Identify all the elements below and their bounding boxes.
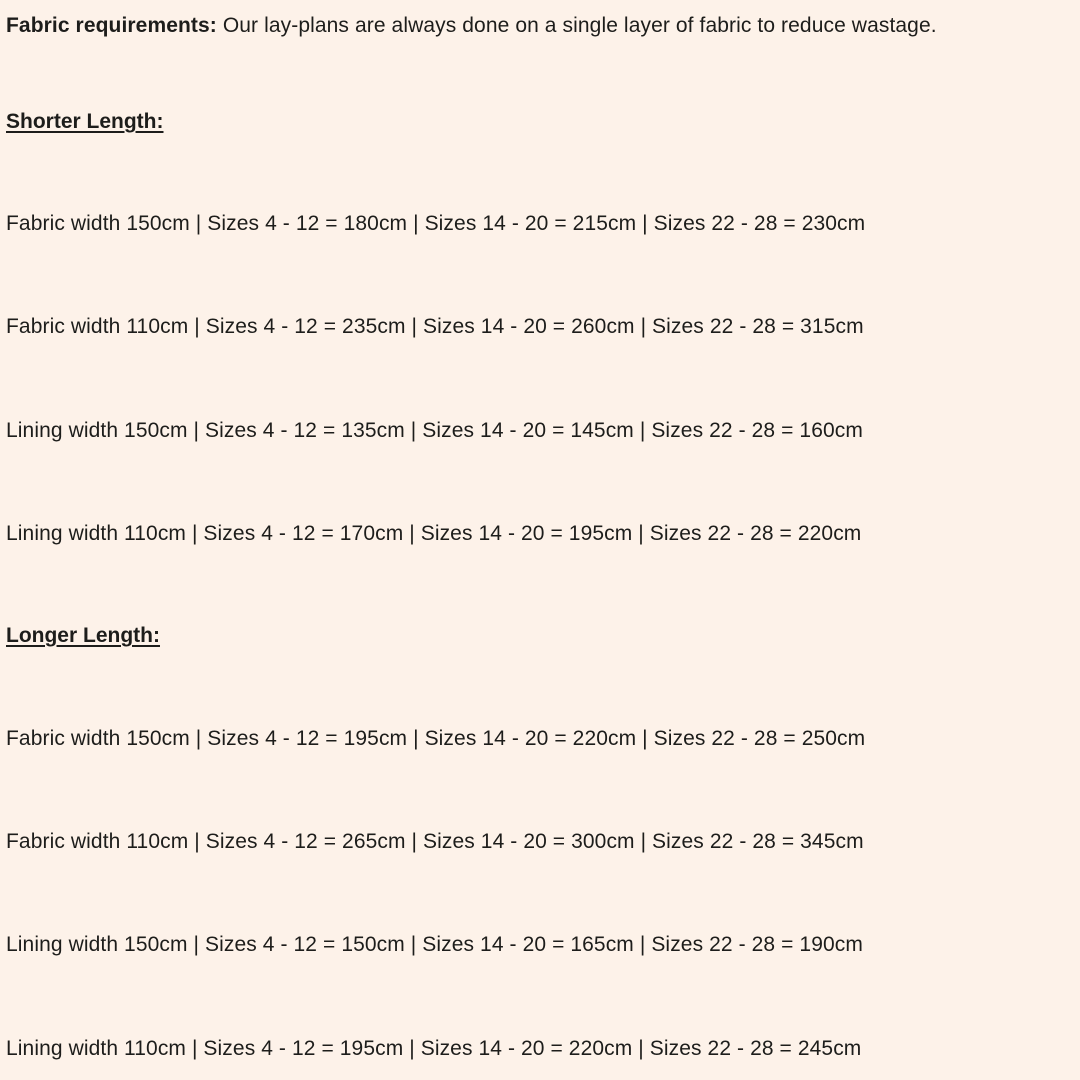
section-heading-shorter-length: Shorter Length: bbox=[6, 110, 164, 133]
spec-line-shorter-fabric-110: Fabric width 110cm | Sizes 4 - 12 = 235cm | Sizes 14 - 20 = 260cm | Sizes 22 - 28 = 315cm bbox=[6, 315, 864, 338]
intro-lead-label: Fabric requirements: bbox=[6, 14, 217, 37]
spec-line-longer-fabric-150: Fabric width 150cm | Sizes 4 - 12 = 195cm | Sizes 14 - 20 = 220cm | Sizes 22 - 28 = 250cm bbox=[6, 727, 866, 750]
spec-line-shorter-lining-110: Lining width 110cm | Sizes 4 - 12 = 170cm | Sizes 14 - 20 = 195cm | Sizes 22 - 28 = 220cm bbox=[6, 522, 862, 545]
spec-line-longer-lining-150: Lining width 150cm | Sizes 4 - 12 = 150cm | Sizes 14 - 20 = 165cm | Sizes 22 - 28 = 190cm bbox=[6, 933, 863, 956]
intro-body-text: Our lay-plans are always done on a single layer of fabric to reduce wastage. bbox=[216, 14, 937, 37]
spec-line-shorter-fabric-150: Fabric width 150cm | Sizes 4 - 12 = 180cm | Sizes 14 - 20 = 215cm | Sizes 22 - 28 = 230cm bbox=[6, 212, 866, 235]
spec-line-longer-fabric-110: Fabric width 110cm | Sizes 4 - 12 = 265cm | Sizes 14 - 20 = 300cm | Sizes 22 - 28 = 345cm bbox=[6, 830, 864, 853]
intro-paragraph bbox=[6, 12, 937, 40]
spec-line-longer-lining-110: Lining width 110cm | Sizes 4 - 12 = 195cm | Sizes 14 - 20 = 220cm | Sizes 22 - 28 = 245cm bbox=[6, 1037, 862, 1060]
spec-line-shorter-lining-150: Lining width 150cm | Sizes 4 - 12 = 135cm | Sizes 14 - 20 = 145cm | Sizes 22 - 28 = 160cm bbox=[6, 419, 863, 442]
section-heading-longer-length: Longer Length: bbox=[6, 624, 160, 647]
